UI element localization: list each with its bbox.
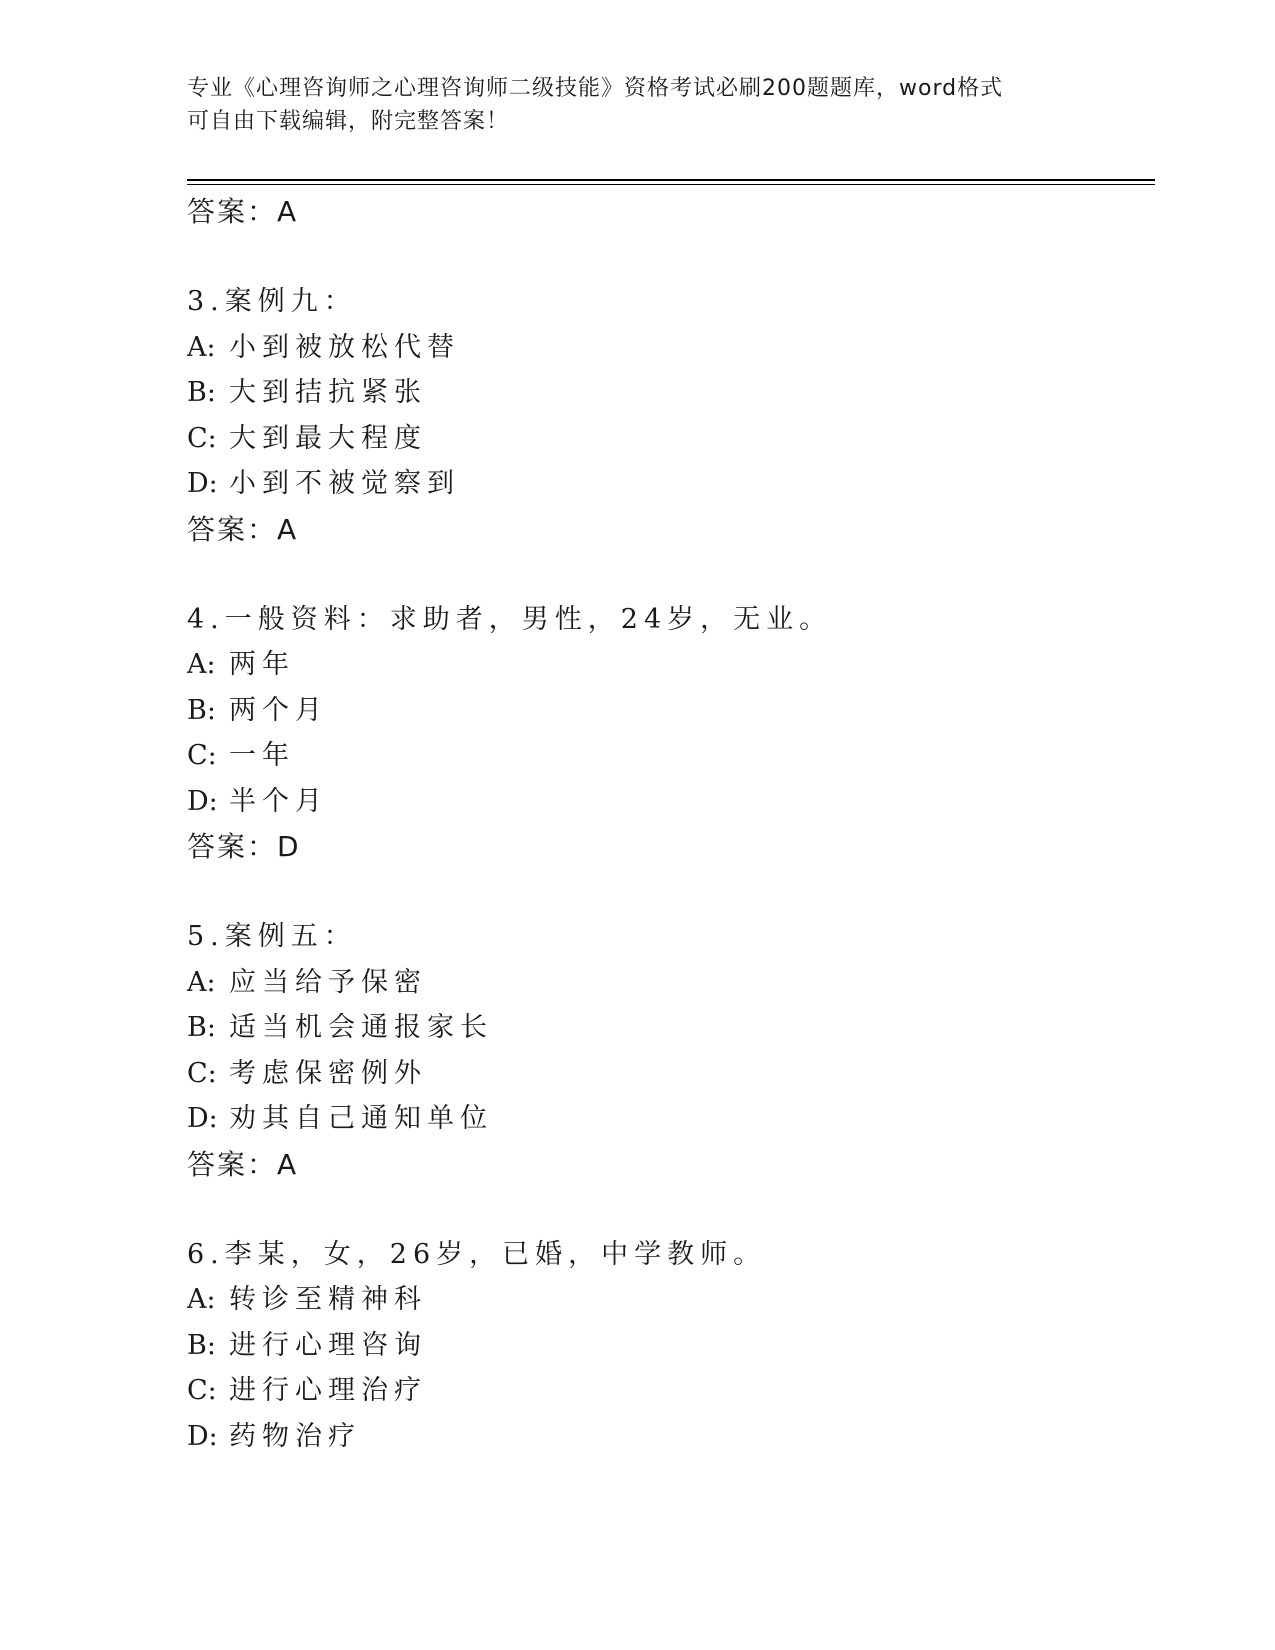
document-header (187, 72, 1087, 138)
option-text: 一年 (229, 740, 295, 771)
option-text: 进行心理咨询 (229, 1329, 427, 1361)
option-key: D: (187, 785, 218, 817)
header-rule-thick (187, 179, 1155, 181)
option-b (187, 370, 1147, 416)
option-text: 大到最大程度 (229, 422, 427, 454)
question-block (187, 914, 1147, 1188)
option-key: B: (187, 377, 216, 408)
option-text: 进行心理治疗 (229, 1375, 427, 1406)
option-d (187, 461, 1147, 507)
question-stem: 3.案例九： (187, 286, 357, 317)
question-block (187, 1232, 1147, 1460)
option-key: A: (187, 649, 216, 680)
option-key: C: (187, 740, 217, 771)
question-stem: 5.案例五： (187, 921, 357, 952)
option-a (187, 642, 1147, 688)
option-text: 半个月 (229, 785, 328, 817)
option-key: D: (187, 468, 218, 499)
option-key: B: (187, 694, 216, 726)
header-title-line: 专业《心理咨询师之心理咨询师二级技能》资格考试必刷200题题库，word格式 (187, 76, 1004, 101)
option-c (187, 733, 1147, 779)
answer-line (187, 1142, 1147, 1188)
option-c (187, 1368, 1147, 1414)
option-key: B: (187, 1329, 216, 1361)
option-a (187, 1277, 1147, 1323)
answer-value: A (277, 512, 299, 546)
question-list (187, 189, 1147, 1459)
answer-value: A (277, 195, 299, 228)
answer-line (187, 189, 1147, 235)
option-text: 两个月 (229, 694, 328, 726)
option-text: 大到拮抗紧张 (229, 377, 427, 408)
answer-label: 答案： (187, 512, 278, 546)
answer-line (187, 824, 1147, 870)
option-d (187, 779, 1147, 825)
option-key: A: (187, 966, 216, 998)
option-text: 考虑保密例外 (229, 1057, 427, 1089)
header-rule-thin (187, 184, 1155, 185)
answer-line (187, 507, 1147, 553)
option-b (187, 1005, 1147, 1051)
option-text: 两年 (229, 649, 295, 680)
answer-value: D (277, 830, 301, 863)
option-a (187, 960, 1147, 1006)
answer-label: 答案： (187, 195, 278, 228)
option-text: 药物治疗 (229, 1420, 361, 1452)
option-d (187, 1096, 1147, 1142)
question-stem: 4.一般资料：求助者，男性，24岁，无业。 (187, 603, 833, 635)
option-key: D: (187, 1103, 218, 1134)
option-key: C: (187, 1057, 217, 1089)
option-key: D: (187, 1420, 218, 1452)
header-subtitle-line: 可自由下载编辑，附完整答案！ (187, 109, 510, 134)
option-key: C: (187, 1375, 217, 1406)
option-text: 小到被放松代替 (229, 331, 460, 363)
question-stem: 6.李某，女，26岁，已婚，中学教师。 (187, 1238, 767, 1270)
option-text: 小到不被觉察到 (229, 468, 460, 499)
option-c (187, 1051, 1147, 1097)
option-key: C: (187, 422, 217, 454)
option-text: 转诊至精神科 (229, 1284, 427, 1315)
option-key: A: (187, 1284, 216, 1315)
option-text: 适当机会通报家长 (229, 1012, 493, 1043)
answer-value: A (277, 1147, 299, 1181)
question-block (187, 279, 1147, 553)
option-a (187, 325, 1147, 371)
option-key: A: (187, 331, 216, 363)
answer-label: 答案： (187, 830, 278, 863)
option-b (187, 688, 1147, 734)
answer-label: 答案： (187, 1147, 278, 1181)
option-text: 应当给予保密 (229, 966, 427, 998)
option-key: B: (187, 1012, 216, 1043)
option-d (187, 1414, 1147, 1460)
option-c (187, 416, 1147, 462)
question-block (187, 597, 1147, 871)
option-b (187, 1323, 1147, 1369)
option-text: 劝其自己通知单位 (229, 1103, 493, 1134)
